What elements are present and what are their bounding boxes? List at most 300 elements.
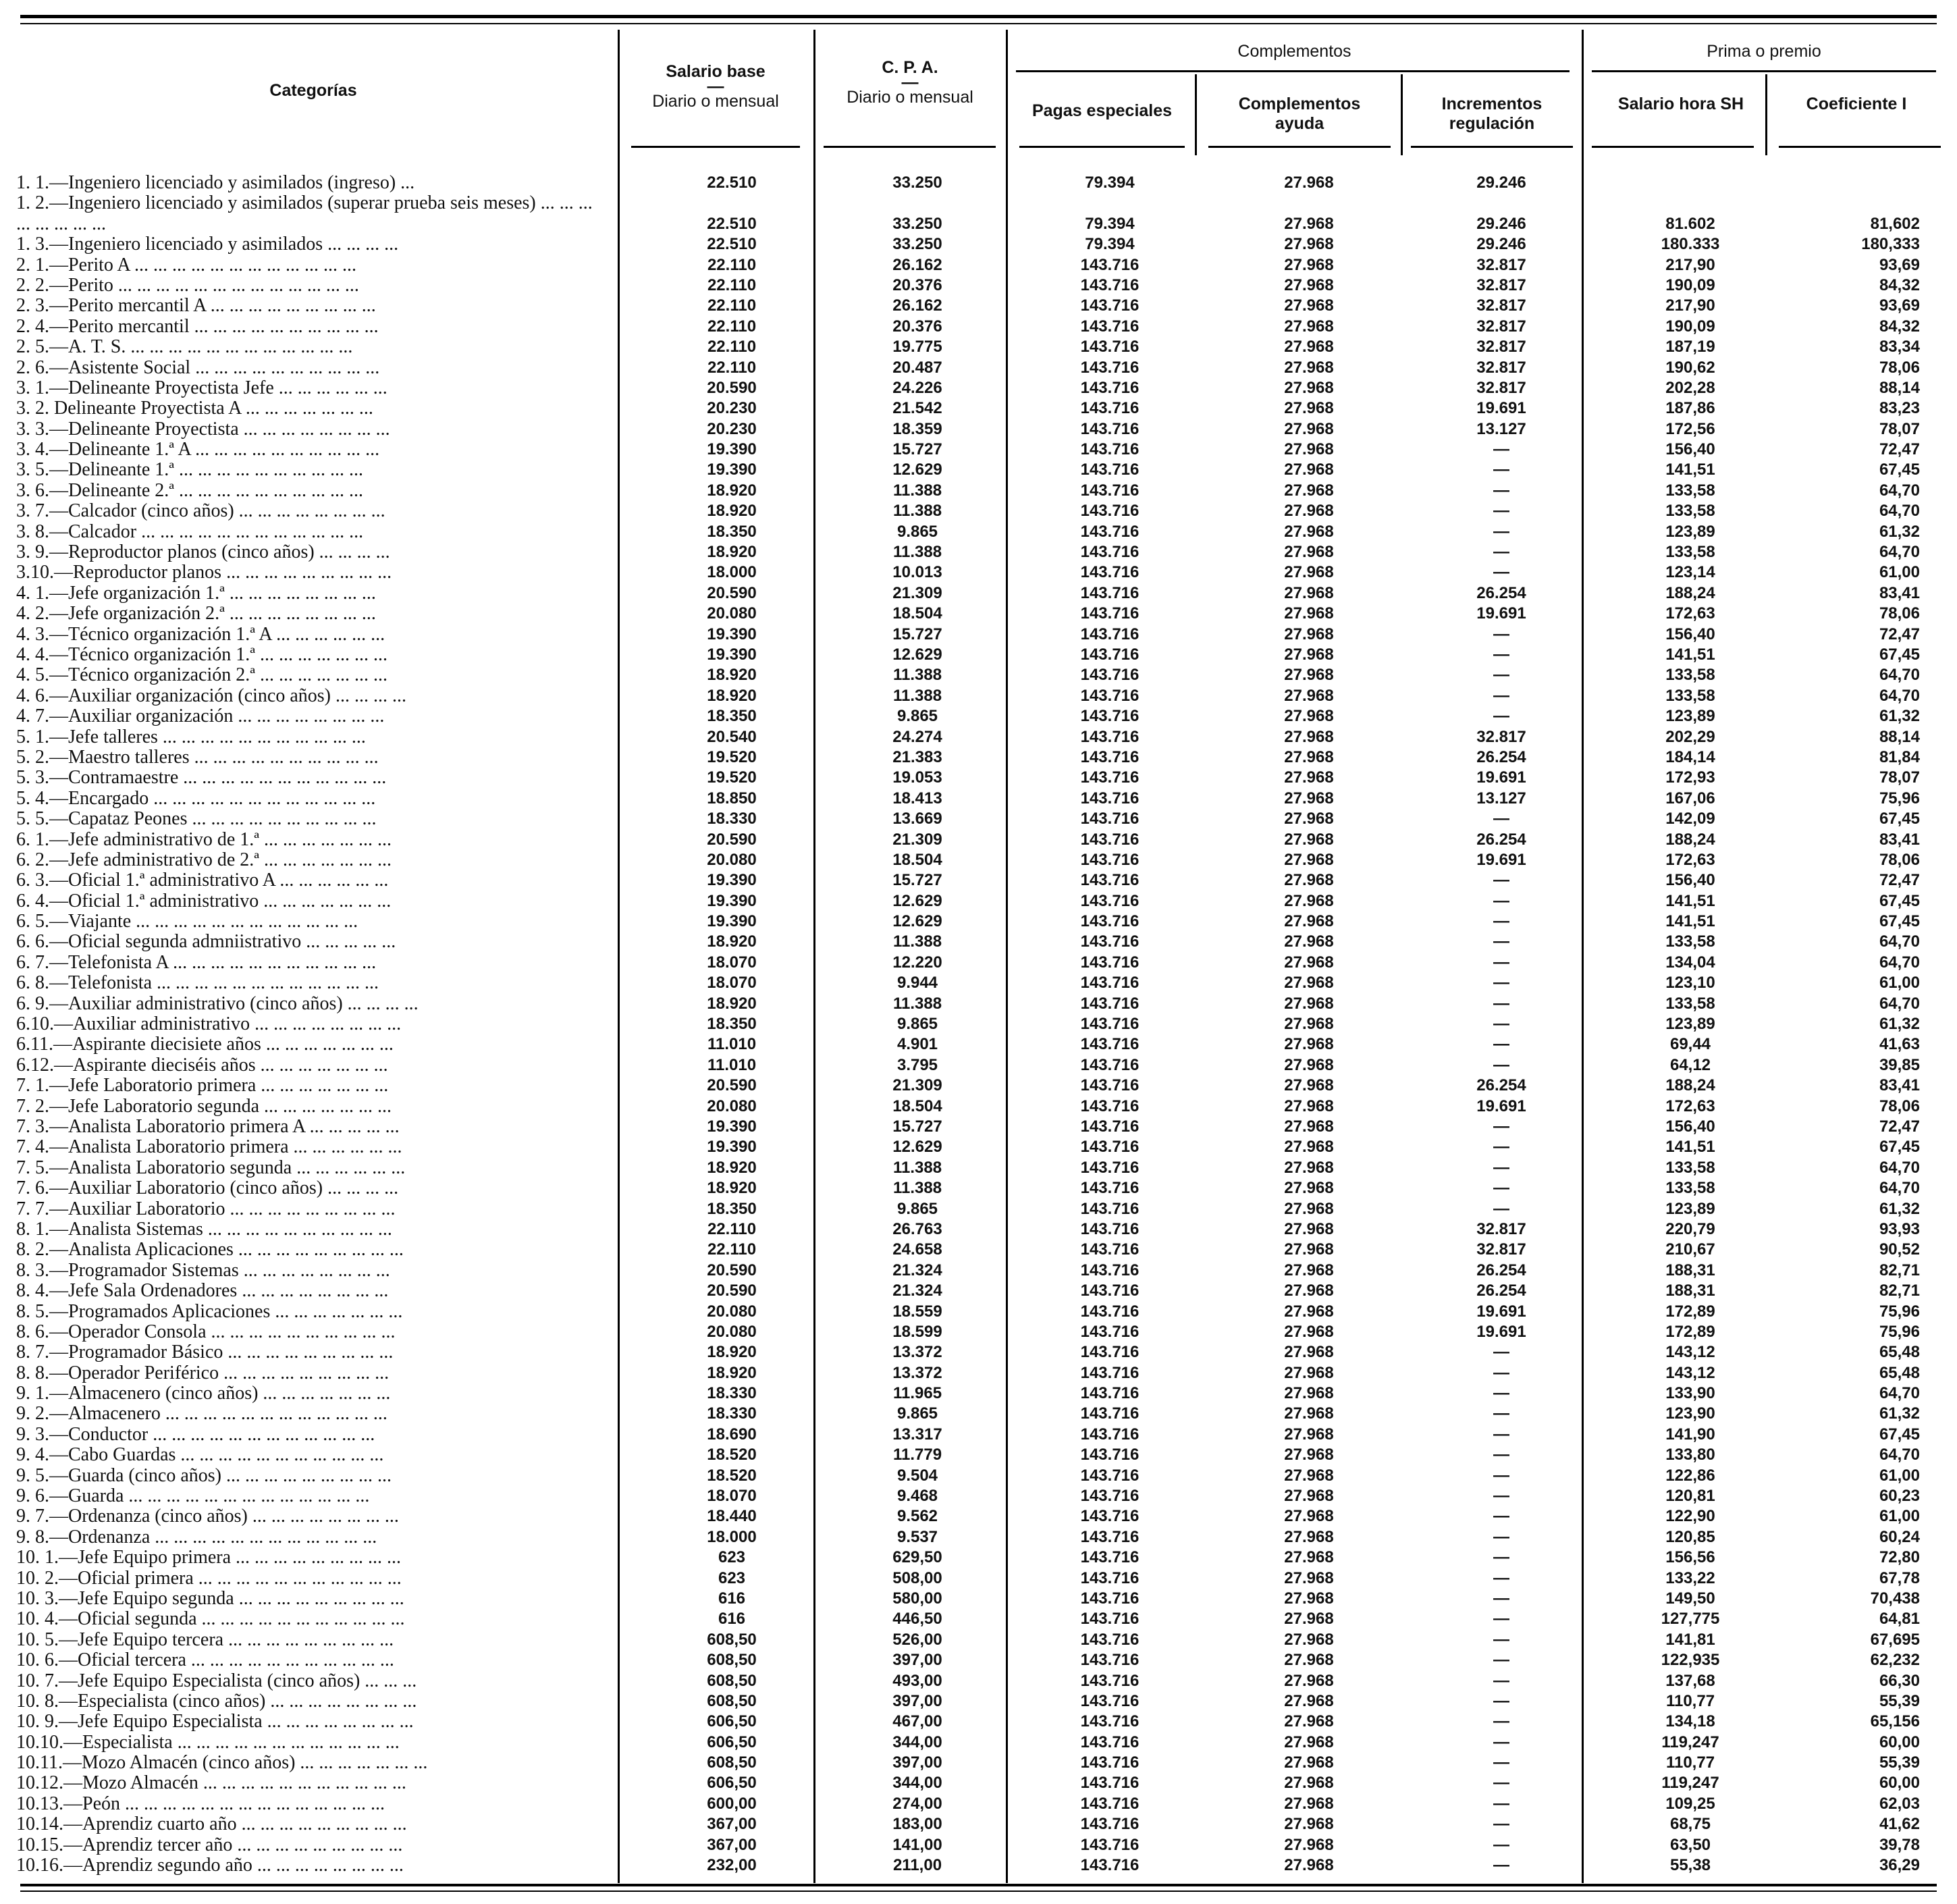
cell-salario-base: 18.000 (707, 1527, 757, 1546)
cell-salario-hora: 141,90 (1665, 1425, 1715, 1444)
cell-incrementos-regulacion: 26.254 (1476, 1281, 1526, 1300)
cell-salario-base: 600,00 (707, 1794, 757, 1813)
cell-incrementos-regulacion: — (1493, 522, 1509, 541)
table-row (16, 234, 1943, 255)
cell-salario-base: 616 (718, 1589, 746, 1608)
cell-complementos-ayuda: 27.968 (1284, 891, 1334, 910)
cell-cpa: 24.226 (892, 378, 942, 397)
cell-incrementos-regulacion: 26.254 (1476, 1261, 1526, 1279)
cell-coeficiente: 78,06 (1879, 358, 1920, 377)
table-row (16, 562, 1943, 583)
cell-incrementos-regulacion: — (1493, 1507, 1509, 1526)
cell-cpa: 13.669 (892, 810, 942, 828)
cell-complementos-ayuda: 27.968 (1284, 255, 1334, 274)
cell-coeficiente: 67,45 (1879, 645, 1920, 664)
table-row (16, 1773, 1943, 1793)
cell-incrementos-regulacion: 26.254 (1476, 583, 1526, 602)
cell-cpa: 26.162 (892, 255, 942, 274)
cell-complementos-ayuda: 27.968 (1284, 481, 1334, 500)
table-row (16, 1527, 1943, 1548)
table-row (16, 1014, 1943, 1034)
cell-complementos-ayuda: 27.968 (1284, 1035, 1334, 1054)
cell-complementos-ayuda: 27.968 (1284, 174, 1334, 192)
cell-complementos-ayuda: 27.968 (1284, 1691, 1334, 1710)
cell-cpa: 13.317 (892, 1425, 942, 1444)
cell-salario-hora: 187,86 (1665, 399, 1715, 418)
cell-coeficiente: 93,93 (1879, 1219, 1920, 1238)
cell-cpa: 12.220 (892, 953, 942, 972)
cell-salario-hora: 63,50 (1669, 1835, 1711, 1854)
cell-complementos-ayuda: 27.968 (1284, 1671, 1334, 1690)
cell-coeficiente: 84,32 (1879, 275, 1920, 294)
cell-cpa: 11.388 (892, 666, 942, 685)
category-name: 8. 8.—Operador Periférico ... ... ... ... ... ... ... ... ... (16, 1363, 390, 1383)
cell-coeficiente: 70,438 (1870, 1589, 1920, 1608)
cell-salario-base: 22.510 (707, 214, 757, 233)
cell-pagas-especiales: 79.394 (1085, 235, 1135, 254)
cell-incrementos-regulacion: — (1493, 1055, 1509, 1074)
table-row (16, 1486, 1943, 1506)
cell-pagas-especiales: 143.716 (1080, 727, 1140, 746)
cell-incrementos-regulacion: — (1493, 810, 1509, 828)
cell-complementos-ayuda: 27.968 (1284, 1404, 1334, 1423)
cell-salario-base: 19.390 (707, 1117, 757, 1136)
cell-pagas-especiales: 79.394 (1085, 214, 1135, 233)
cell-pagas-especiales: 143.716 (1080, 1691, 1140, 1710)
cell-cpa: 20.376 (892, 275, 942, 294)
cell-salario-base: 22.510 (707, 235, 757, 254)
cell-incrementos-regulacion: 29.246 (1476, 174, 1526, 192)
table-row (16, 891, 1943, 911)
cell-salario-hora: 133,58 (1665, 543, 1715, 562)
cell-cpa: 397,00 (892, 1753, 942, 1772)
cell-incrementos-regulacion: — (1493, 645, 1509, 664)
category-name: 10.10.—Especialista ... ... ... ... ... ... ... ... ... ... ... ... (16, 1732, 400, 1753)
cell-coeficiente: 64,70 (1879, 666, 1920, 685)
category-name: 4. 2.—Jefe organización 2.ª ... ... ... ... ... ... ... ... (16, 604, 376, 625)
cell-coeficiente: 83,41 (1879, 1076, 1920, 1095)
cell-pagas-especiales: 143.716 (1080, 1076, 1140, 1095)
table-row (16, 973, 1943, 993)
cell-incrementos-regulacion: — (1493, 1138, 1509, 1157)
cell-complementos-ayuda: 27.968 (1284, 1138, 1334, 1157)
category-name: 9. 3.—Conductor ... ... ... ... ... ... ... ... ... ... ... ... (16, 1424, 375, 1445)
cell-cpa: 15.727 (892, 625, 942, 643)
category-name: 9. 4.—Cabo Guardas ... ... ... ... ... ... ... ... ... ... ... (16, 1445, 384, 1466)
category-name: 2. 1.—Perito A ... ... ... ... ... ... ... ... ... ... ... ... (16, 255, 357, 275)
cell-pagas-especiales: 143.716 (1080, 871, 1140, 890)
cell-pagas-especiales: 143.716 (1080, 1240, 1140, 1259)
cell-salario-hora: 143,12 (1665, 1343, 1715, 1362)
cell-salario-hora: 133,58 (1665, 1158, 1715, 1177)
category-name: 6. 7.—Telefonista A ... ... ... ... ... ... ... ... ... ... ... (16, 952, 377, 973)
cell-coeficiente: 83,41 (1879, 583, 1920, 602)
category-name: 10.14.—Aprendiz cuarto año ... ... ... ... ... ... ... ... ... (16, 1814, 407, 1835)
cell-salario-hora: 120,85 (1665, 1527, 1715, 1546)
table-row (16, 747, 1943, 768)
cell-salario-base: 22.510 (707, 174, 757, 192)
cell-complementos-ayuda: 27.968 (1284, 1343, 1334, 1362)
cell-salario-hora: 142,09 (1665, 810, 1715, 828)
cell-pagas-especiales: 143.716 (1080, 1630, 1140, 1649)
cell-salario-base: 18.920 (707, 686, 757, 705)
category-name: 6.11.—Aspirante diecisiete años ... ... ... ... ... ... ... (16, 1034, 394, 1055)
cell-incrementos-regulacion: — (1493, 1466, 1509, 1485)
cell-cpa: 18.504 (892, 850, 942, 869)
cell-pagas-especiales: 143.716 (1080, 789, 1140, 808)
cell-cpa: 446,50 (892, 1610, 942, 1629)
cell-cpa: 9.562 (896, 1507, 938, 1526)
cell-cpa: 211,00 (892, 1856, 942, 1875)
cell-salario-base: 22.110 (707, 296, 757, 315)
cell-salario-hora: 133,58 (1665, 932, 1715, 951)
cell-salario-hora: 120,81 (1665, 1487, 1715, 1506)
category-name: 2. 5.—A. T. S. ... ... ... ... ... ... ... ... ... ... ... ... (16, 337, 353, 358)
cell-salario-hora: 123,10 (1665, 974, 1715, 993)
divider-salario-hora (1765, 74, 1767, 155)
cell-salario-hora: 55,38 (1669, 1856, 1711, 1875)
cell-coeficiente: 67,45 (1879, 810, 1920, 828)
cell-salario-base: 18.330 (707, 1404, 757, 1423)
cell-incrementos-regulacion: 29.246 (1476, 214, 1526, 233)
category-name: 9. 8.—Ordenanza ... ... ... ... ... ... ... ... ... ... ... ... (16, 1527, 377, 1548)
cell-coeficiente: 90,52 (1879, 1240, 1920, 1259)
cell-coeficiente: 67,45 (1879, 460, 1920, 479)
category-name: 8. 4.—Jefe Sala Ordenadores ... ... ... ... ... ... ... ... (16, 1281, 389, 1302)
cell-cpa: 15.727 (892, 1117, 942, 1136)
cell-incrementos-regulacion: — (1493, 1199, 1509, 1218)
cell-incrementos-regulacion: — (1493, 974, 1509, 993)
category-name: 2. 4.—Perito mercantil ... ... ... ... ... ... ... ... ... ... (16, 316, 379, 337)
cell-salario-base: 20.590 (707, 830, 757, 849)
cell-salario-base: 20.230 (707, 419, 757, 438)
underline-coeficiente (1779, 146, 1941, 148)
category-name: 3. 4.—Delineante 1.ª A ... ... ... ... ... ... ... ... ... ... (16, 440, 380, 460)
table-row (16, 419, 1943, 440)
cell-incrementos-regulacion: — (1493, 707, 1509, 726)
cell-coeficiente: 83,23 (1879, 399, 1920, 418)
cell-complementos-ayuda: 27.968 (1284, 440, 1334, 459)
cell-cpa: 397,00 (892, 1691, 942, 1710)
category-name: 3. 7.—Calcador (cinco años) ... ... ... ... ... ... ... ... (16, 501, 385, 522)
category-name: 8. 6.—Operador Consola ... ... ... ... ... ... ... ... ... ... (16, 1321, 396, 1342)
cell-incrementos-regulacion: — (1493, 912, 1509, 931)
cell-pagas-especiales: 143.716 (1080, 1835, 1140, 1854)
cell-complementos-ayuda: 27.968 (1284, 727, 1334, 746)
cell-cpa: 11.388 (892, 994, 942, 1013)
cell-pagas-especiales: 143.716 (1080, 1815, 1140, 1834)
cell-pagas-especiales: 143.716 (1080, 1219, 1140, 1238)
category-name: 3. 8.—Calcador ... ... ... ... ... ... ... ... ... ... ... ... (16, 521, 364, 542)
category-name: 10.16.—Aprendiz segundo año ... ... ... ... ... ... ... ... (16, 1855, 404, 1876)
cell-cpa: 508,00 (892, 1568, 942, 1587)
cell-salario-hora: 172,63 (1665, 1096, 1715, 1115)
cell-complementos-ayuda: 27.968 (1284, 1015, 1334, 1034)
category-name: 9. 1.—Almacenero (cinco años) ... ... ... ... ... ... ... (16, 1383, 391, 1404)
cell-cpa: 26.763 (892, 1219, 942, 1238)
category-name: 7. 4.—Analista Laboratorio primera ... ... ... ... ... ... (16, 1137, 402, 1158)
cell-incrementos-regulacion: — (1493, 953, 1509, 972)
cell-complementos-ayuda: 27.968 (1284, 1363, 1334, 1382)
cell-pagas-especiales: 143.716 (1080, 645, 1140, 664)
cell-cpa: 580,00 (892, 1589, 942, 1608)
cell-incrementos-regulacion: 26.254 (1476, 1076, 1526, 1095)
cell-complementos-ayuda: 27.968 (1284, 1651, 1334, 1670)
cell-salario-hora: 156,40 (1665, 625, 1715, 643)
category-name: 6. 4.—Oficial 1.ª administrativo ... ... ... ... ... ... ... (16, 891, 392, 911)
cell-pagas-especiales: 143.716 (1080, 358, 1140, 377)
cell-salario-base: 19.390 (707, 871, 757, 890)
cell-coeficiente: 67,45 (1879, 912, 1920, 931)
table-row (16, 911, 1943, 932)
cell-coeficiente: 82,71 (1879, 1261, 1920, 1279)
cell-incrementos-regulacion: — (1493, 1527, 1509, 1546)
cell-complementos-ayuda: 27.968 (1284, 789, 1334, 808)
cell-cpa: 21.383 (892, 747, 942, 766)
category-name: 3. 5.—Delineante 1.ª ... ... ... ... ... ... ... ... ... ... (16, 460, 363, 481)
cell-cpa: 274,00 (892, 1794, 942, 1813)
cell-salario-hora: 172,56 (1665, 419, 1715, 438)
table-row (16, 440, 1943, 460)
cell-cpa: 9.944 (896, 974, 938, 993)
table-row (16, 953, 1943, 973)
cell-coeficiente: 65,48 (1879, 1363, 1920, 1382)
cell-incrementos-regulacion: — (1493, 1548, 1509, 1567)
cell-pagas-especiales: 143.716 (1080, 1281, 1140, 1300)
table-row (16, 1466, 1943, 1486)
cell-coeficiente: 61,00 (1879, 974, 1920, 993)
cell-cpa: 21.324 (892, 1261, 942, 1279)
table-row (16, 1733, 1943, 1753)
cell-salario-base: 18.070 (707, 1487, 757, 1506)
table-row (16, 994, 1943, 1014)
cell-incrementos-regulacion: — (1493, 1753, 1509, 1772)
cell-salario-hora: 210,67 (1665, 1240, 1715, 1259)
cell-coeficiente: 75,96 (1879, 1322, 1920, 1341)
cell-salario-base: 19.390 (707, 912, 757, 931)
cell-complementos-ayuda: 27.968 (1284, 358, 1334, 377)
cell-complementos-ayuda: 27.968 (1284, 810, 1334, 828)
category-name: 4. 1.—Jefe organización 1.ª ... ... ... ... ... ... ... ... (16, 583, 376, 604)
cell-incrementos-regulacion: — (1493, 440, 1509, 459)
category-name: 6. 5.—Viajante ... ... ... ... ... ... ... ... ... ... ... ... (16, 911, 358, 932)
underline-ayuda (1208, 146, 1391, 148)
cell-incrementos-regulacion: — (1493, 563, 1509, 582)
category-name: 6. 1.—Jefe administrativo de 1.ª ... ... ... ... ... ... ... (16, 829, 392, 850)
cell-pagas-especiales: 143.716 (1080, 1753, 1140, 1772)
category-name: 10. 4.—Oficial segunda ... ... ... ... ... ... ... ... ... ... ... (16, 1609, 405, 1630)
cell-pagas-especiales: 143.716 (1080, 460, 1140, 479)
category-name: 10.12.—Mozo Almacén ... ... ... ... ... ... ... ... ... ... ... (16, 1773, 406, 1794)
cell-coeficiente: 65,156 (1870, 1712, 1920, 1731)
cell-complementos-ayuda: 27.968 (1284, 686, 1334, 705)
cell-complementos-ayuda: 27.968 (1284, 522, 1334, 541)
cell-cpa: 11.388 (892, 543, 942, 562)
cell-salario-hora: 188,31 (1665, 1261, 1715, 1279)
cell-cpa: 12.629 (892, 1138, 942, 1157)
category-name: 9. 5.—Guarda (cinco años) ... ... ... ... ... ... ... ... ... (16, 1465, 392, 1486)
salary-table-body (16, 173, 1943, 1876)
cell-incrementos-regulacion: 29.246 (1476, 235, 1526, 254)
cell-salario-base: 18.920 (707, 1179, 757, 1198)
cell-incrementos-regulacion: — (1493, 1487, 1509, 1506)
cell-salario-base: 20.080 (707, 850, 757, 869)
cell-pagas-especiales: 143.716 (1080, 317, 1140, 336)
cell-cpa: 9.865 (896, 1404, 938, 1423)
cell-coeficiente: 93,69 (1879, 255, 1920, 274)
cell-salario-base: 367,00 (707, 1815, 757, 1834)
cell-complementos-ayuda: 27.968 (1284, 707, 1334, 726)
category-name: 10. 7.—Jefe Equipo Especialista (cinco años) ... ... ... (16, 1670, 417, 1691)
cell-cpa: 9.865 (896, 1015, 938, 1034)
cell-incrementos-regulacion: — (1493, 1815, 1509, 1834)
cell-complementos-ayuda: 27.968 (1284, 1466, 1334, 1485)
cell-pagas-especiales: 143.716 (1080, 296, 1140, 315)
cell-salario-hora: 134,04 (1665, 953, 1715, 972)
cell-salario-base: 623 (718, 1568, 746, 1587)
category-name: 6. 2.—Jefe administrativo de 2.ª ... ... ... ... ... ... ... (16, 849, 392, 870)
cell-pagas-especiales: 143.716 (1080, 912, 1140, 931)
category-name: 4. 4.—Técnico organización 1.ª ... ... ... ... ... ... ... (16, 645, 387, 665)
cell-coeficiente: 62,232 (1870, 1651, 1920, 1670)
cell-pagas-especiales: 143.716 (1080, 1856, 1140, 1875)
cell-salario-base: 19.390 (707, 1138, 757, 1157)
cell-coeficiente: 83,34 (1879, 338, 1920, 356)
cell-incrementos-regulacion: — (1493, 1589, 1509, 1608)
category-name: 3. 2. Delineante Proyectista A ... ... ... ... ... ... ... (16, 398, 373, 419)
cell-cpa: 18.599 (892, 1322, 942, 1341)
category-name: 9. 7.—Ordenanza (cinco años) ... ... ... ... ... ... ... ... (16, 1506, 399, 1527)
table-row (16, 1650, 1943, 1670)
cell-incrementos-regulacion: — (1493, 686, 1509, 705)
top-rule-thin (20, 23, 1937, 24)
table-row (16, 1034, 1943, 1055)
cell-coeficiente: 72,80 (1879, 1548, 1920, 1567)
cell-salario-base: 18.920 (707, 994, 757, 1013)
cell-complementos-ayuda: 27.968 (1284, 953, 1334, 972)
cell-complementos-ayuda: 27.968 (1284, 830, 1334, 849)
cell-cpa: 12.629 (892, 891, 942, 910)
category-name: 2. 6.—Asistente Social ... ... ... ... ... ... ... ... ... ... (16, 357, 380, 378)
cell-pagas-especiales: 143.716 (1080, 768, 1140, 787)
cell-coeficiente: 61,32 (1879, 522, 1920, 541)
cell-salario-hora: 184,14 (1665, 747, 1715, 766)
header-complementos-ayuda: Complementos ayuda (1238, 95, 1361, 133)
table-row (16, 1835, 1943, 1855)
cell-salario-hora: 133,80 (1665, 1446, 1715, 1464)
cell-complementos-ayuda: 27.968 (1284, 747, 1334, 766)
cell-pagas-especiales: 143.716 (1080, 378, 1140, 397)
cell-salario-base: 232,00 (707, 1856, 757, 1875)
table-row (16, 1240, 1943, 1260)
category-name: 6.10.—Auxiliar administrativo ... ... ... ... ... ... ... ... (16, 1014, 402, 1035)
table-row (16, 768, 1943, 788)
cell-pagas-especiales: 143.716 (1080, 1568, 1140, 1587)
cell-salario-hora: 141,51 (1665, 912, 1715, 931)
cell-salario-hora: 220,79 (1665, 1219, 1715, 1238)
cell-coeficiente: 64,70 (1879, 481, 1920, 500)
cell-pagas-especiales: 143.716 (1080, 994, 1140, 1013)
cell-pagas-especiales: 143.716 (1080, 1774, 1140, 1793)
category-name: 7. 3.—Analista Laboratorio primera A ... ... ... ... ... (16, 1116, 400, 1137)
cell-incrementos-regulacion: — (1493, 460, 1509, 479)
cell-salario-base: 22.110 (707, 275, 757, 294)
cell-salario-base: 18.350 (707, 707, 757, 726)
category-name: 6. 8.—Telefonista ... ... ... ... ... ... ... ... ... ... ... ... (16, 973, 379, 994)
cell-salario-base: 20.590 (707, 583, 757, 602)
cell-coeficiente: 60,24 (1879, 1527, 1920, 1546)
cell-coeficiente: 61,32 (1879, 1199, 1920, 1218)
category-name: 8. 7.—Programador Básico ... ... ... ... ... ... ... ... ... (16, 1342, 394, 1363)
category-name: 7. 7.—Auxiliar Laboratorio ... ... ... ... ... ... ... ... ... (16, 1198, 396, 1219)
cell-salario-hora: 68,75 (1669, 1815, 1711, 1834)
table-row (16, 932, 1943, 952)
cell-cpa: 24.274 (892, 727, 942, 746)
cell-cpa: 20.376 (892, 317, 942, 336)
table-row (16, 542, 1943, 562)
cell-incrementos-regulacion: — (1493, 481, 1509, 500)
header-salario-base-sub: Diario o mensual (652, 91, 779, 111)
cell-salario-base: 18.920 (707, 1158, 757, 1177)
cell-coeficiente: 61,00 (1879, 1507, 1920, 1526)
cell-incrementos-regulacion: — (1493, 1179, 1509, 1198)
cell-incrementos-regulacion: — (1493, 1035, 1509, 1054)
cell-incrementos-regulacion: 32.817 (1476, 358, 1526, 377)
cell-incrementos-regulacion: — (1493, 1794, 1509, 1813)
cell-incrementos-regulacion: 32.817 (1476, 338, 1526, 356)
cell-salario-base: 18.520 (707, 1466, 757, 1485)
cell-incrementos-regulacion: 19.691 (1476, 399, 1526, 418)
cell-salario-base: 22.110 (707, 1240, 757, 1259)
cell-cpa: 3.795 (896, 1055, 938, 1074)
cell-coeficiente: 72,47 (1879, 1117, 1920, 1136)
cell-coeficiente: 39,78 (1879, 1835, 1920, 1854)
cell-salario-base: 608,50 (707, 1671, 757, 1690)
bottom-rule-thin (20, 1890, 1937, 1892)
category-name: 7. 6.—Auxiliar Laboratorio (cinco años) ... ... ... ... (16, 1178, 399, 1199)
cell-salario-base: 20.080 (707, 1302, 757, 1321)
cell-cpa: 9.865 (896, 707, 938, 726)
category-name: 5. 3.—Contramaestre ... ... ... ... ... ... ... ... ... ... ... (16, 768, 387, 789)
cell-pagas-especiales: 143.716 (1080, 522, 1140, 541)
cell-complementos-ayuda: 27.968 (1284, 666, 1334, 685)
cell-cpa: 10.013 (892, 563, 942, 582)
table-row (16, 1342, 1943, 1363)
cell-coeficiente: 72,47 (1879, 871, 1920, 890)
cell-salario-hora: 172,89 (1665, 1322, 1715, 1341)
category-name: 5. 5.—Capataz Peones ... ... ... ... ... ... ... ... ... ... (16, 809, 377, 830)
cell-coeficiente: 78,06 (1879, 1096, 1920, 1115)
cell-salario-base: 606,50 (707, 1733, 757, 1751)
cell-salario-base: 18.000 (707, 563, 757, 582)
category-name: 6. 6.—Oficial segunda admniistrativo ... ... ... ... ... (16, 932, 396, 953)
category-name: 2. 3.—Perito mercantil A ... ... ... ... ... ... ... ... ... (16, 296, 376, 317)
table-row (16, 1383, 1943, 1404)
category-name: 5. 4.—Encargado ... ... ... ... ... ... ... ... ... ... ... ... (16, 788, 376, 809)
cell-pagas-especiales: 143.716 (1080, 1425, 1140, 1444)
table-row (16, 870, 1943, 891)
table-row (16, 1055, 1943, 1076)
table-row (16, 1548, 1943, 1568)
cell-salario-hora: 133,90 (1665, 1384, 1715, 1403)
cell-incrementos-regulacion: — (1493, 1671, 1509, 1690)
cell-salario-hora: 188,24 (1665, 830, 1715, 849)
table-row (16, 1363, 1943, 1383)
cell-coeficiente: 88,14 (1879, 378, 1920, 397)
cell-incrementos-regulacion: 26.254 (1476, 747, 1526, 766)
cell-complementos-ayuda: 27.968 (1284, 1055, 1334, 1074)
top-rule-thick (20, 15, 1937, 18)
